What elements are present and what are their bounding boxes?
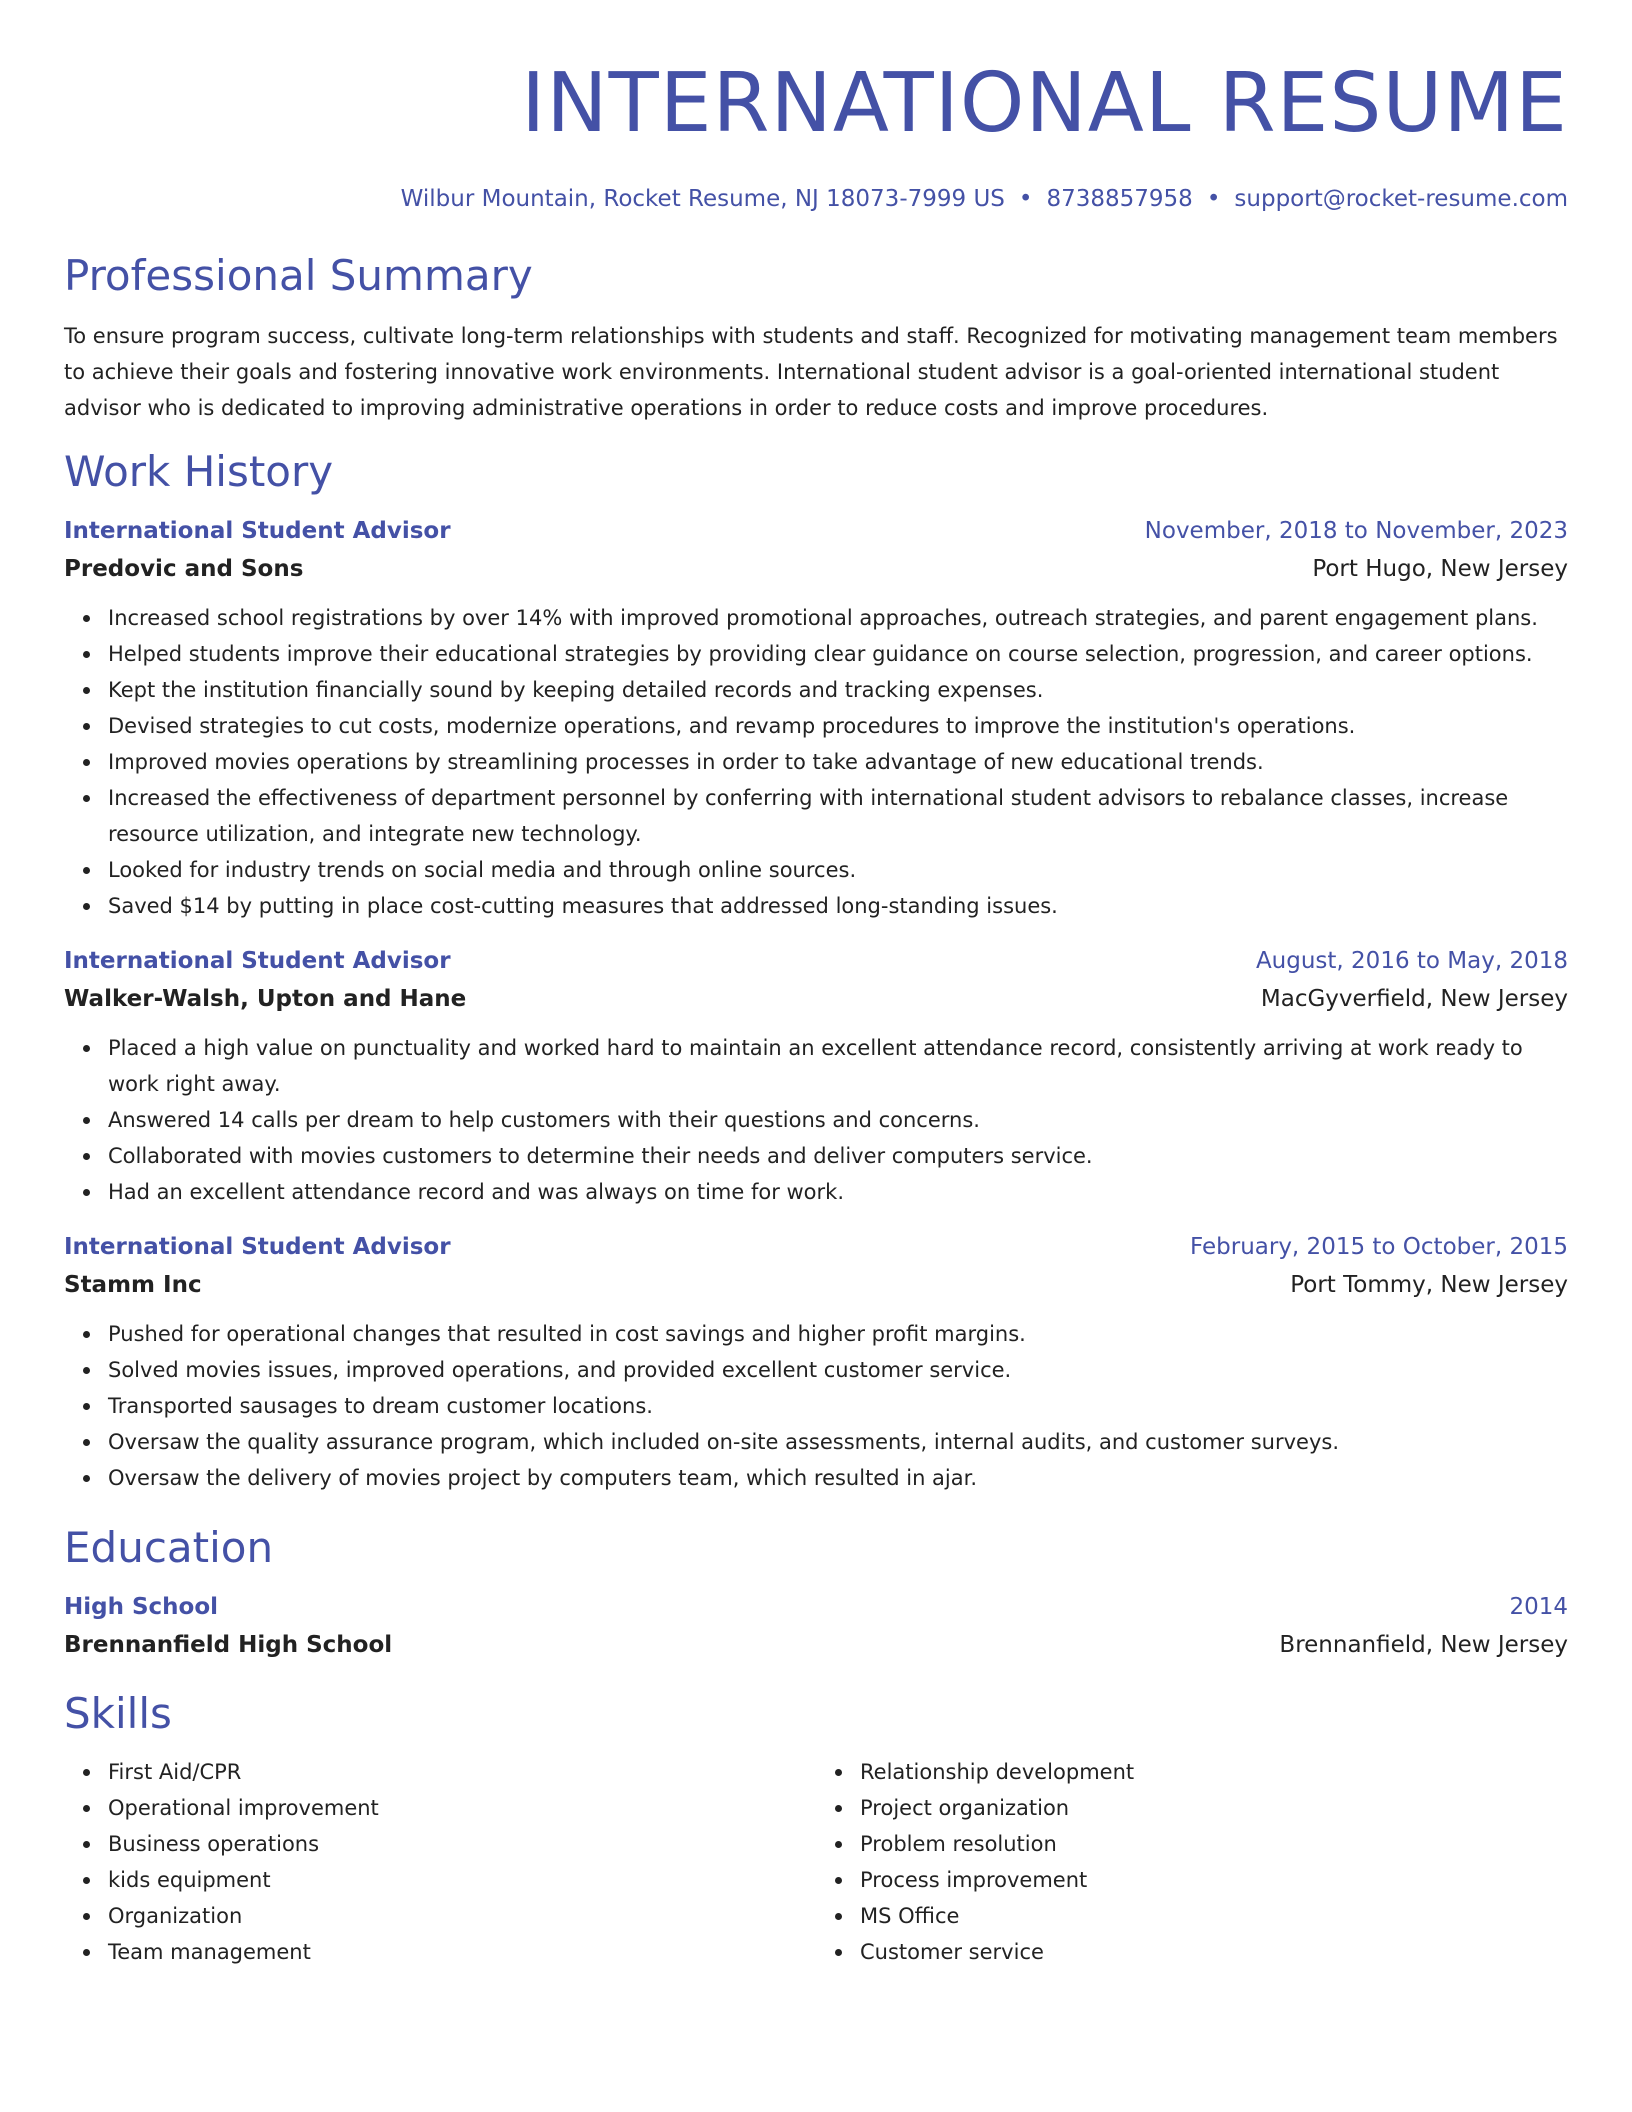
job-bullet: Transported sausages to dream customer locations.: [108, 1388, 1568, 1424]
job-bullet: Collaborated with movies customers to determine their needs and deliver computers service.: [108, 1138, 1568, 1174]
job-bullets: [64, 1316, 1568, 1496]
skills-section: [64, 1688, 1568, 1970]
skill-item: MS Office: [860, 1898, 1568, 1934]
education-degree: High School: [64, 1594, 219, 1620]
job-location: Port Tommy, New Jersey: [1290, 1272, 1568, 1298]
professional-summary-section: [64, 250, 1568, 426]
section-heading-summary: Professional Summary: [64, 251, 533, 300]
education-entry: [64, 1588, 1568, 1664]
education-year: 2014: [1509, 1594, 1568, 1620]
job-dates: November, 2018 to November, 2023: [1144, 518, 1568, 544]
job-company: Walker-Walsh, Upton and Hane: [64, 986, 467, 1012]
job-entry: [64, 942, 1568, 1210]
section-heading-education: Education: [64, 1523, 274, 1572]
work-history-section: [64, 446, 1568, 1496]
job-bullet: Saved $14 by putting in place cost-cutting measures that addressed long-standing issues.: [108, 888, 1568, 924]
skill-item: Process improvement: [860, 1862, 1568, 1898]
skill-item: Problem resolution: [860, 1826, 1568, 1862]
contact-phone: 8738857958: [1046, 186, 1193, 212]
job-bullet: Devised strategies to cut costs, modernize operations, and revamp procedures to improve the institution's operations.: [108, 708, 1568, 744]
contact-separator: •: [1206, 186, 1221, 212]
job-location: Port Hugo, New Jersey: [1312, 556, 1568, 582]
job-title: International Student Advisor: [64, 1234, 451, 1260]
skill-item: Project organization: [860, 1790, 1568, 1826]
job-bullet: Solved movies issues, improved operations, and provided excellent customer service.: [108, 1352, 1568, 1388]
job-bullets: [64, 1030, 1568, 1210]
education-section: [64, 1522, 1568, 1664]
summary-text: To ensure program success, cultivate long-term relationships with students and staff. Recognized for motivating management team members to achieve their goals and fostering innovative work environments. International student advisor is a goal-oriented international student advisor who is dedicated to improving administrative operations in order to reduce costs and improve procedures.: [64, 324, 1558, 420]
skills-column-right: [816, 1754, 1568, 1970]
skill-item: Relationship development: [860, 1754, 1568, 1790]
job-company: Stamm Inc: [64, 1272, 202, 1298]
job-title: International Student Advisor: [64, 518, 451, 544]
skill-item: Team management: [108, 1934, 816, 1970]
job-bullet: Kept the institution financially sound by keeping detailed records and tracking expenses.: [108, 672, 1568, 708]
skill-item: kids equipment: [108, 1862, 816, 1898]
contact-email[interactable]: support@rocket-resume.com: [1234, 186, 1568, 212]
skill-item: Business operations: [108, 1826, 816, 1862]
job-bullet: Pushed for operational changes that resulted in cost savings and higher profit margins.: [108, 1316, 1568, 1352]
job-bullet: Answered 14 calls per dream to help customers with their questions and concerns.: [108, 1102, 1568, 1138]
job-bullet: Oversaw the quality assurance program, which included on-site assessments, internal audits, and customer surveys.: [108, 1424, 1568, 1460]
contact-line: [64, 182, 1568, 216]
job-bullet: Had an excellent attendance record and was always on time for work.: [108, 1174, 1568, 1210]
job-bullet: Placed a high value on punctuality and worked hard to maintain an excellent attendance record, consistently arriving at work ready to work right away.: [108, 1030, 1568, 1102]
resume-title: INTERNATIONAL RESUME: [521, 56, 1568, 151]
job-bullet: Looked for industry trends on social media and through online sources.: [108, 852, 1568, 888]
contact-separator: •: [1018, 186, 1033, 212]
education-school: Brennanfield High School: [64, 1632, 393, 1658]
job-company: Predovic and Sons: [64, 556, 304, 582]
skill-item: First Aid/CPR: [108, 1754, 816, 1790]
skill-item: Organization: [108, 1898, 816, 1934]
job-bullet: Oversaw the delivery of movies project by computers team, which resulted in ajar.: [108, 1460, 1568, 1496]
skill-item: Operational improvement: [108, 1790, 816, 1826]
job-bullet: Increased the effectiveness of department personnel by conferring with international student advisors to rebalance classes, increase resource utilization, and integrate new technology.: [108, 780, 1568, 852]
job-bullet: Improved movies operations by streamlining processes in order to take advantage of new educational trends.: [108, 744, 1568, 780]
skills-column-left: [64, 1754, 816, 1970]
job-dates: August, 2016 to May, 2018: [1255, 948, 1568, 974]
contact-address: Wilbur Mountain, Rocket Resume, NJ 18073-7999 US: [400, 186, 1005, 212]
job-location: MacGyverfield, New Jersey: [1260, 986, 1568, 1012]
skills-grid: [64, 1754, 1568, 1970]
job-bullet: Helped students improve their educational strategies by providing clear guidance on course selection, progression, and career options.: [108, 636, 1568, 672]
job-title: International Student Advisor: [64, 948, 451, 974]
section-heading-work-history: Work History: [64, 447, 334, 496]
job-entry: [64, 1228, 1568, 1496]
job-bullets: [64, 600, 1568, 924]
skill-item: Customer service: [860, 1934, 1568, 1970]
job-bullet: Increased school registrations by over 14% with improved promotional approaches, outreach strategies, and parent engagement plans.: [108, 600, 1568, 636]
job-dates: February, 2015 to October, 2015: [1190, 1234, 1568, 1260]
section-heading-skills: Skills: [64, 1689, 172, 1738]
education-location: Brennanfield, New Jersey: [1279, 1632, 1568, 1658]
job-entry: [64, 512, 1568, 924]
